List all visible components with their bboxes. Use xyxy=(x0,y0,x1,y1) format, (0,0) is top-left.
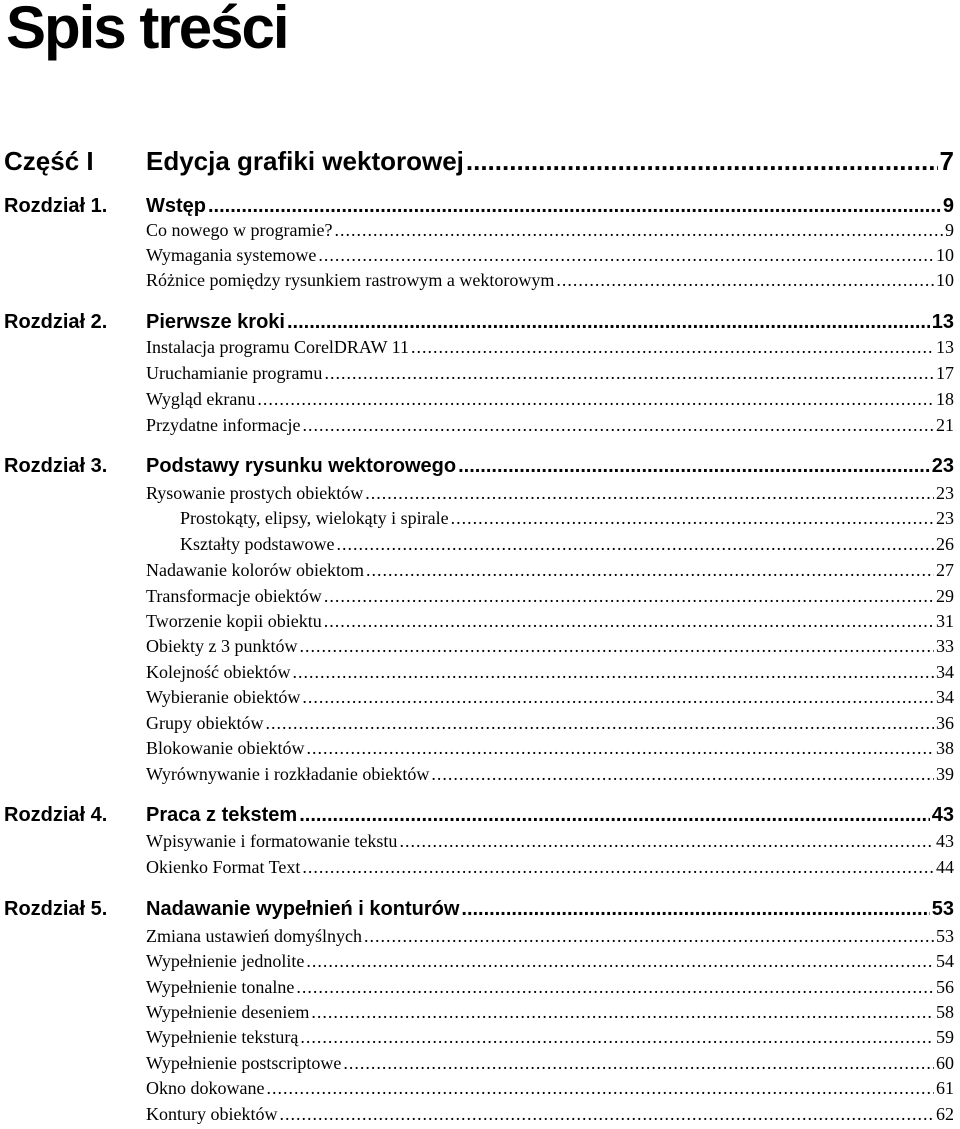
entry-title: Wygląd ekranu xyxy=(146,389,256,409)
dot-leader xyxy=(466,146,938,177)
dot-leader xyxy=(324,611,934,632)
part-heading xyxy=(4,146,954,176)
entry-title: Wpisywanie i formatowanie tekstu xyxy=(146,831,398,851)
entry-page-number: 44 xyxy=(936,857,954,877)
toc-entry xyxy=(146,483,954,505)
toc-entry xyxy=(146,1053,954,1075)
chapter-heading xyxy=(4,804,954,830)
entry-page-number: 23 xyxy=(936,483,954,503)
chapter-heading xyxy=(4,195,954,221)
toc-subentry xyxy=(180,534,954,556)
entry-page-number: 36 xyxy=(936,713,954,733)
chapter-heading xyxy=(4,311,954,337)
dot-leader xyxy=(451,508,934,529)
entry-title: Wymagania systemowe xyxy=(146,245,317,265)
toc-entry xyxy=(146,1078,954,1100)
entry-page-number: 10 xyxy=(936,270,954,290)
entry-title: Przydatne informacje xyxy=(146,415,301,435)
entry-title: Kontury obiektów xyxy=(146,1104,278,1124)
dot-leader xyxy=(343,1053,934,1074)
chapter-label: Rozdział 5. xyxy=(4,898,108,920)
entry-title: Wypełnienie tonalne xyxy=(146,977,295,997)
toc-entry xyxy=(146,738,954,760)
chapter-label: Rozdział 4. xyxy=(4,804,108,826)
entry-title: Kształty podstawowe xyxy=(180,534,335,554)
entry-page-number: 18 xyxy=(936,389,954,409)
toc-entry xyxy=(146,389,954,411)
entry-title: Okno dokowane xyxy=(146,1078,265,1098)
toc-entry xyxy=(146,857,954,879)
entry-page-number: 21 xyxy=(936,415,954,435)
part-label: Część I xyxy=(4,146,94,176)
entry-page-number: 26 xyxy=(936,534,954,554)
entry-page-number: 13 xyxy=(936,337,954,357)
toc-entry xyxy=(146,831,954,853)
entry-page-number: 43 xyxy=(936,831,954,851)
toc-entry xyxy=(146,662,954,684)
entry-title: Blokowanie obiektów xyxy=(146,738,305,758)
entry-page-number: 39 xyxy=(936,764,954,784)
dot-leader xyxy=(556,270,934,291)
entry-page-number: 62 xyxy=(936,1104,954,1124)
entry-page-number: 59 xyxy=(936,1027,954,1047)
chapter-title: Nadawanie wypełnień i konturów xyxy=(146,898,460,920)
chapter-heading xyxy=(4,898,954,924)
dot-leader xyxy=(257,389,934,410)
entry-title: Wypełnienie jednolite xyxy=(146,951,305,971)
dot-leader xyxy=(318,245,934,266)
entry-title: Różnice pomiędzy rysunkiem rastrowym a wektorowym xyxy=(146,270,555,290)
entry-title: Instalacja programu CorelDRAW 11 xyxy=(146,337,409,357)
chapter-title: Podstawy rysunku wektorowego xyxy=(146,455,457,477)
entry-title: Wypełnienie deseniem xyxy=(146,1002,310,1022)
chapter-heading xyxy=(4,455,954,481)
dot-leader xyxy=(311,1002,934,1023)
entry-page-number: 29 xyxy=(936,586,954,606)
entry-title: Rysowanie prostych obiektów xyxy=(146,483,364,503)
dot-leader xyxy=(296,977,934,998)
dot-leader xyxy=(302,857,934,878)
chapter-page-number: 53 xyxy=(931,898,954,920)
dot-leader xyxy=(306,738,934,759)
entry-page-number: 17 xyxy=(936,363,954,383)
entry-title: Wyrównywanie i rozkładanie obiektów xyxy=(146,764,430,784)
toc-entry xyxy=(146,926,954,948)
dot-leader xyxy=(279,1104,934,1125)
entry-title: Prostokąty, elipsy, wielokąty i spirale xyxy=(180,508,449,528)
dot-leader xyxy=(324,586,934,607)
toc-entry xyxy=(146,415,954,437)
entry-title: Tworzenie kopii obiektu xyxy=(146,611,322,631)
dot-leader xyxy=(458,455,930,478)
entry-page-number: 23 xyxy=(936,508,954,528)
dot-leader xyxy=(299,636,934,657)
chapter-title: Pierwsze kroki xyxy=(146,311,285,333)
chapter-label: Rozdział 1. xyxy=(4,195,108,217)
toc-entry xyxy=(146,270,954,292)
toc-entry xyxy=(146,586,954,608)
entry-page-number: 34 xyxy=(936,687,954,707)
dot-leader xyxy=(266,1078,934,1099)
entry-title: Transformacje obiektów xyxy=(146,586,322,606)
dot-leader xyxy=(324,363,934,384)
toc-entry xyxy=(146,713,954,735)
entry-title: Okienko Format Text xyxy=(146,857,301,877)
toc-entry xyxy=(146,245,954,267)
entry-page-number: 10 xyxy=(936,245,954,265)
entry-page-number: 9 xyxy=(945,220,954,240)
toc-entry xyxy=(146,560,954,582)
dot-leader xyxy=(364,926,934,947)
entry-page-number: 38 xyxy=(936,738,954,758)
entry-page-number: 33 xyxy=(936,636,954,656)
entry-page-number: 27 xyxy=(936,560,954,580)
part-page-number: 7 xyxy=(939,146,954,176)
chapter-title: Praca z tekstem xyxy=(146,804,298,826)
entry-page-number: 61 xyxy=(936,1078,954,1098)
entry-title: Zmiana ustawień domyślnych xyxy=(146,926,362,946)
part-title: Edycja grafiki wektorowej xyxy=(146,146,464,176)
dot-leader xyxy=(334,220,943,241)
dot-leader xyxy=(287,311,930,334)
entry-title: Grupy obiektów xyxy=(146,713,264,733)
page-title: Spis treści xyxy=(6,0,288,61)
toc-entry xyxy=(146,636,954,658)
entry-title: Wybieranie obiektów xyxy=(146,687,301,707)
chapter-page-number: 9 xyxy=(942,195,954,217)
toc-entry xyxy=(146,1027,954,1049)
dot-leader xyxy=(411,337,934,358)
toc-entry xyxy=(146,977,954,999)
dot-leader xyxy=(365,483,934,504)
dot-leader xyxy=(306,951,934,972)
entry-title: Uruchamianie programu xyxy=(146,363,323,383)
entry-page-number: 58 xyxy=(936,1002,954,1022)
entry-page-number: 34 xyxy=(936,662,954,682)
chapter-title: Wstęp xyxy=(146,195,206,217)
dot-leader xyxy=(299,804,930,827)
dot-leader xyxy=(265,713,934,734)
dot-leader xyxy=(300,1027,934,1048)
entry-page-number: 53 xyxy=(936,926,954,946)
dot-leader xyxy=(366,560,934,581)
entry-page-number: 60 xyxy=(936,1053,954,1073)
toc-entry xyxy=(146,951,954,973)
entry-title: Co nowego w programie? xyxy=(146,220,333,240)
toc-entry xyxy=(146,1104,954,1126)
entry-page-number: 56 xyxy=(936,977,954,997)
dot-leader xyxy=(461,898,929,921)
dot-leader xyxy=(431,764,934,785)
dot-leader xyxy=(399,831,934,852)
entry-page-number: 31 xyxy=(936,611,954,631)
chapter-label: Rozdział 2. xyxy=(4,311,108,333)
toc-entry xyxy=(146,687,954,709)
dot-leader xyxy=(302,415,934,436)
dot-leader xyxy=(336,534,934,555)
dot-leader xyxy=(292,662,934,683)
toc-entry xyxy=(146,764,954,786)
chapter-page-number: 13 xyxy=(931,311,954,333)
entry-title: Wypełnienie teksturą xyxy=(146,1027,299,1047)
chapter-page-number: 23 xyxy=(931,455,954,477)
chapter-page-number: 43 xyxy=(931,804,954,826)
entry-title: Obiekty z 3 punktów xyxy=(146,636,298,656)
entry-title: Kolejność obiektów xyxy=(146,662,291,682)
dot-leader xyxy=(208,195,941,218)
entry-page-number: 54 xyxy=(936,951,954,971)
chapter-label: Rozdział 3. xyxy=(4,455,108,477)
toc-entry xyxy=(146,1002,954,1024)
dot-leader xyxy=(302,687,934,708)
toc-subentry xyxy=(180,508,954,530)
toc-entry xyxy=(146,363,954,385)
toc-entry xyxy=(146,611,954,633)
entry-title: Wypełnienie postscriptowe xyxy=(146,1053,342,1073)
entry-title: Nadawanie kolorów obiektom xyxy=(146,560,364,580)
toc-entry xyxy=(146,220,954,242)
toc-entry xyxy=(146,337,954,359)
